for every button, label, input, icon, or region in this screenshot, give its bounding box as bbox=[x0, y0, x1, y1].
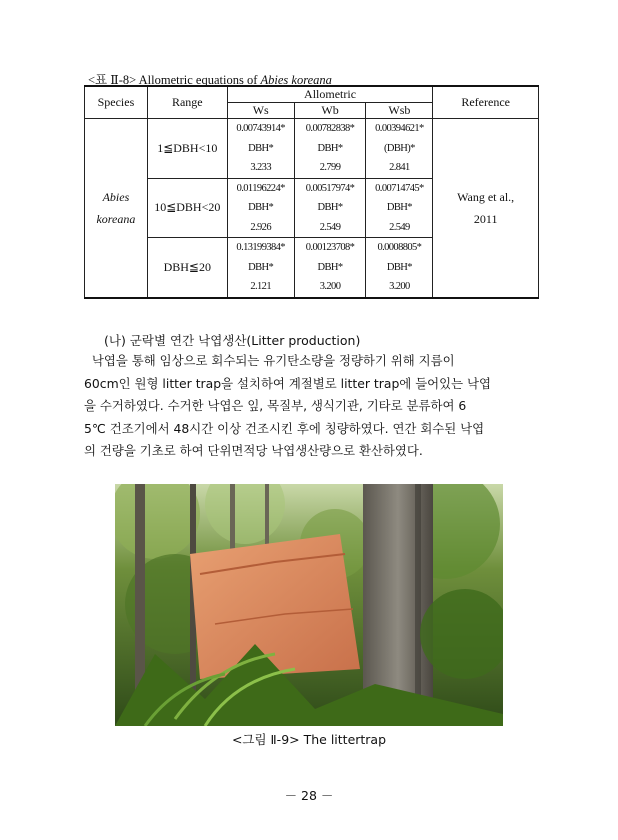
wb-cell: 0.00782838* DBH* 2.799 bbox=[294, 119, 366, 179]
littertrap-photo bbox=[115, 484, 503, 726]
header-wsb: Wsb bbox=[366, 103, 433, 119]
paragraph-line: 60cm인 원형 litter trap을 설치하여 계절별로 litter trap에 들어있는 낙엽 bbox=[84, 375, 491, 391]
header-range: Range bbox=[147, 86, 227, 119]
page-number: － 28 － bbox=[284, 788, 334, 803]
section-heading: (나) 군락별 연간 낙엽생산(Litter production) bbox=[104, 333, 361, 348]
wsb-cell: 0.0008805* DBH* 3.200 bbox=[366, 238, 433, 298]
header-reference: Reference bbox=[433, 86, 539, 119]
table-row bbox=[85, 119, 539, 179]
range-cell: 1≦DBH<10 bbox=[147, 119, 227, 179]
reference-cell: Wang et al., 2011 bbox=[433, 119, 539, 298]
figure-caption: <그림 Ⅱ-9> The littertrap bbox=[231, 732, 387, 747]
wb-cell: 0.00517974* DBH* 2.549 bbox=[294, 178, 366, 238]
range-cell: DBH≦20 bbox=[147, 238, 227, 298]
paragraph-line: 의 건량을 기초로 하여 단위면적당 낙엽생산량으로 환산하였다. bbox=[84, 443, 423, 458]
header-ws: Ws bbox=[227, 103, 294, 119]
allometric-table bbox=[84, 85, 539, 299]
header-species: Species bbox=[85, 86, 148, 119]
wsb-cell: 0.00714745* DBH* 2.549 bbox=[366, 178, 433, 238]
paragraph-line: 낙엽을 통해 임상으로 회수되는 유기탄소량을 정량하기 위해 지름이 bbox=[84, 353, 455, 368]
wb-cell: 0.00123708* DBH* 3.200 bbox=[294, 238, 366, 298]
paragraph-line: 을 수거하였다. 수거한 낙엽은 잎, 목질부, 생식기관, 기타로 분류하여 6 bbox=[84, 398, 467, 413]
wsb-cell: 0.00394621* (DBH)* 2.841 bbox=[366, 119, 433, 179]
table-caption: <표 Ⅱ-8> Allometric equations of Abies koreana bbox=[88, 73, 332, 87]
ws-cell: 0.00743914* DBH* 3.233 bbox=[227, 119, 294, 179]
header-allometric: Allometric bbox=[227, 86, 433, 103]
ws-cell: 0.13199384* DBH* 2.121 bbox=[227, 238, 294, 298]
ws-cell: 0.01196224* DBH* 2.926 bbox=[227, 178, 294, 238]
header-wb: Wb bbox=[294, 103, 366, 119]
species-cell: Abies koreana bbox=[85, 119, 148, 298]
range-cell: 10≦DBH<20 bbox=[147, 178, 227, 238]
body-paragraph bbox=[84, 350, 540, 463]
paragraph-line: 5℃ 건조기에서 48시간 이상 건조시킨 후에 칭량하였다. 연간 회수된 낙엽 bbox=[84, 420, 485, 436]
